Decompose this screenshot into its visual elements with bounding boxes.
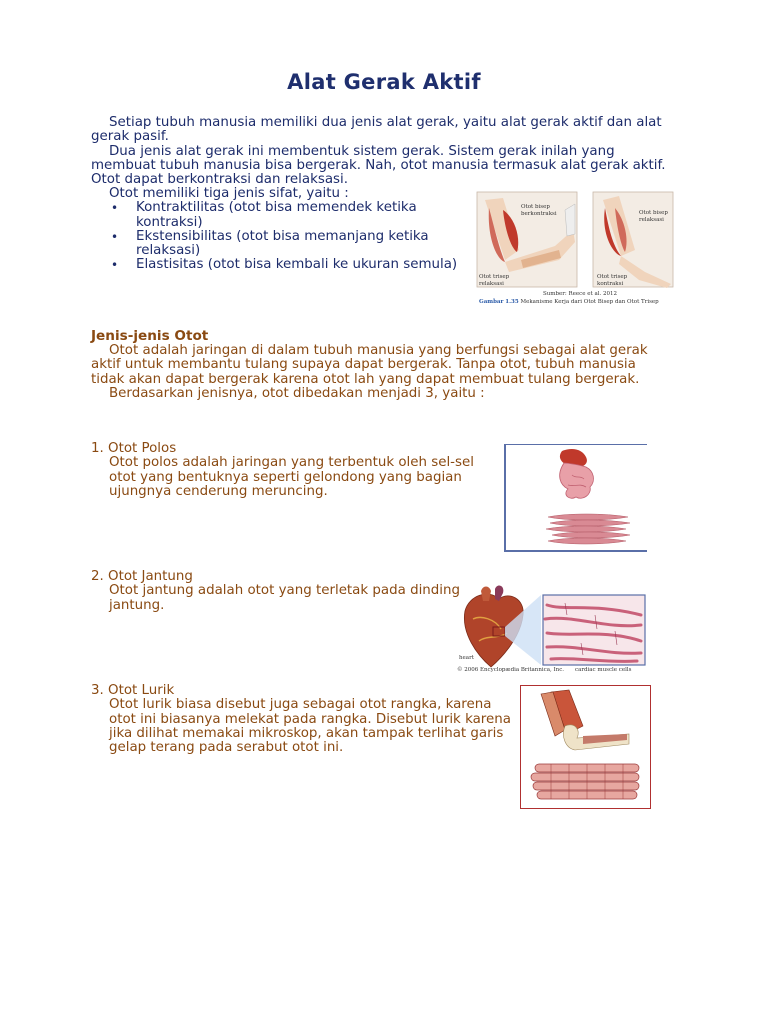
property-item-kontraktilitas: • Kontraktilitas (otot bisa memendek ketika kontraksi): [91, 201, 466, 230]
muscle-type-lurik-title: 3. Otot Lurik: [91, 683, 175, 698]
label-heart: heart: [459, 655, 474, 661]
heart-muscle-figure: [455, 585, 647, 675]
figure-caption-prefix: Gambar 1.35: [479, 299, 519, 305]
property-item-ekstensibilitas: • Ekstensibilitas (otot bisa memanjang ketika relaksasi): [91, 230, 466, 259]
label-bisep-right: Otot bisep relaksasi: [639, 210, 668, 223]
smooth-muscle-illustration: [506, 445, 647, 550]
types-heading: Jenis-jenis Otot: [91, 328, 209, 344]
intro-paragraph-2: Dua jenis alat gerak ini membentuk sistem gerak. Sistem gerak inilah yang membuat tubuh manusia bisa bergerak. Nah, otot manusia termasuk alat gerak aktif. Otot dapat berkontraksi dan relaksasi.: [91, 143, 666, 188]
figure-caption-text: Mekanisme Kerja dari Otot Bisep dan Otot Trisep: [520, 299, 659, 305]
intro-section: [91, 116, 681, 187]
types-paragraph-1: Otot adalah jaringan di dalam tubuh manusia yang berfungsi sebagai alat gerak aktif untuk membantu tulang supaya dapat bergerak. Tanpa otot, tubuh manusia tidak akan dapat bergerak karena otot lah yang dapat membuat tulang bergerak.: [91, 343, 648, 387]
page-title: Alat Gerak Aktif: [287, 70, 481, 94]
muscle-type-polos-title: 1. Otot Polos: [91, 441, 177, 456]
types-section: [91, 344, 671, 401]
muscle-type-polos-body: Otot polos adalah jaringan yang terbentuk oleh sel-sel otot yang bentuknya seperti gelondong yang bagian ujungnya cenderung meruncing.: [109, 455, 474, 499]
muscle-type-jantung: [91, 570, 461, 613]
property-item-elastisitas: • Elastisitas (otot bisa kembali ke ukuran semula): [91, 258, 466, 272]
muscle-type-jantung-title: 2. Otot Jantung: [91, 569, 193, 584]
types-paragraph-2: Berdasarkan jenisnya, otot dibedakan menjadi 3, yaitu :: [109, 385, 485, 401]
properties-list: [91, 201, 466, 272]
skeletal-muscle-figure: [520, 685, 651, 809]
muscle-type-polos: [91, 442, 476, 499]
heart-figure-copyright: © 2006 Encyclopædia Britannica, Inc.: [457, 667, 565, 673]
label-cardiac-cells: cardiac muscle cells: [575, 667, 632, 673]
intro-paragraph-1: Setiap tubuh manusia memiliki dua jenis alat gerak, yaitu alat gerak aktif dan alat gerak pasif.: [91, 115, 662, 145]
label-bisep-left: Otot bisep berkontraksi: [521, 204, 557, 217]
muscle-type-lurik: [91, 684, 511, 755]
smooth-muscle-figure: [504, 444, 647, 552]
muscle-type-lurik-body: Otot lurik biasa disebut juga sebagai otot rangka, karena otot ini biasanya melekat pada rangka. Disebut lurik karena jika dilihat memakai mikroskop, akan tampak terlihat garis gelap terang pada serabut otot ini.: [109, 697, 511, 756]
heart-illustration: [455, 585, 647, 675]
properties-intro: Otot memiliki tiga jenis sifat, yaitu :: [109, 186, 349, 201]
skeletal-muscle-illustration: [521, 686, 649, 807]
figure-source: Sumber: Reece et al. 2012: [543, 291, 618, 297]
label-trisep-left: Otot trisep relaksasi: [479, 274, 510, 287]
figure-caption: [479, 299, 675, 305]
arm-muscle-figure: [475, 190, 675, 308]
properties-section: [91, 187, 466, 273]
muscle-type-jantung-body: Otot jantung adalah otot yang terletak pada dinding jantung.: [109, 583, 460, 613]
label-trisep-right: Otot trisep kontraksi: [597, 274, 628, 287]
